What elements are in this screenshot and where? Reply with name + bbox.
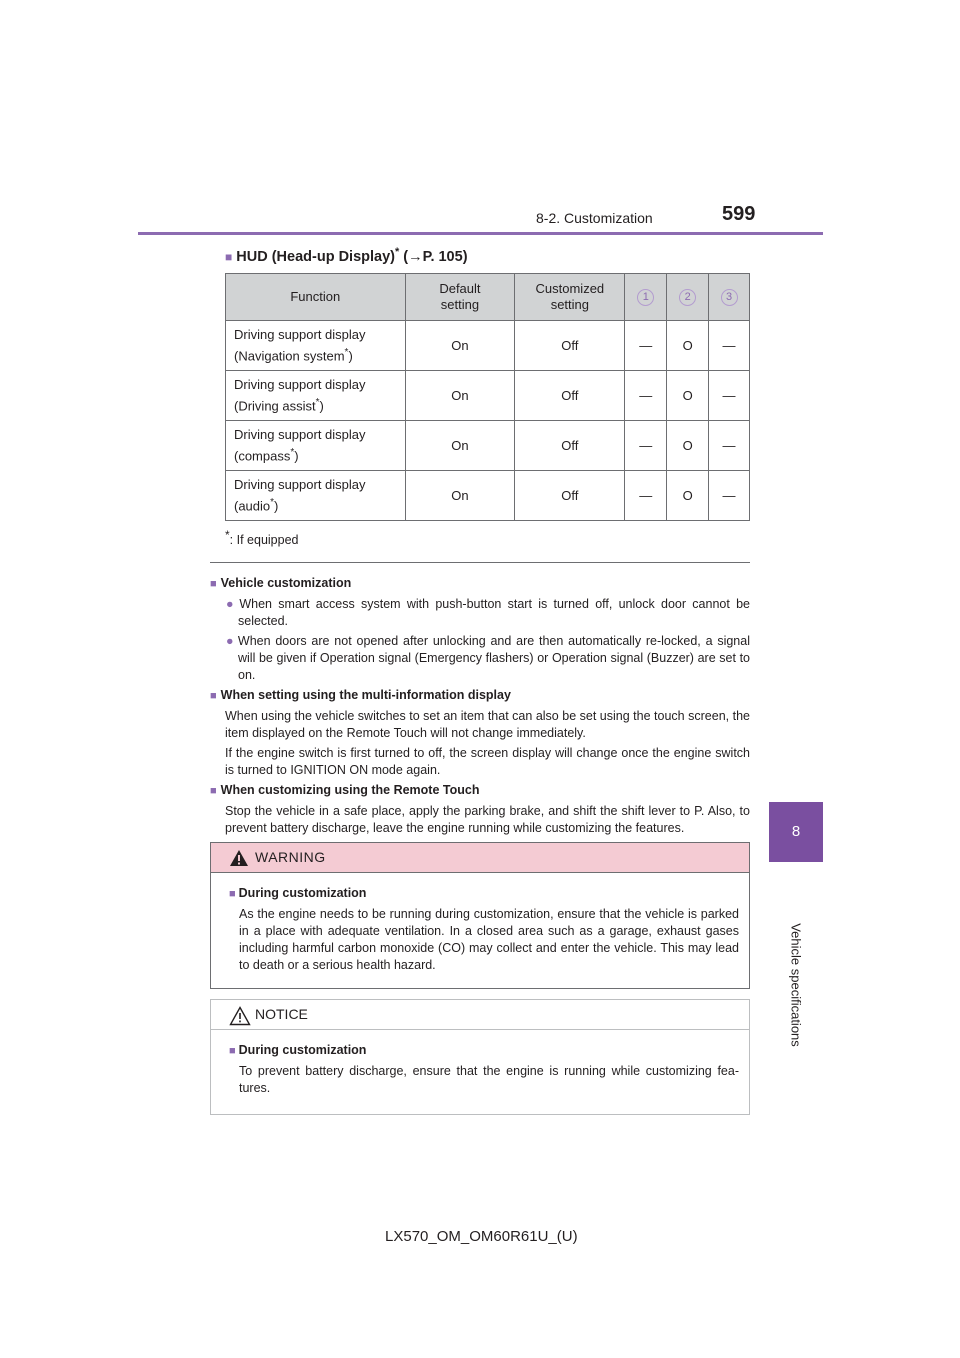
square-bullet-icon: ■ (229, 888, 236, 900)
notice-title: NOTICE (255, 1006, 308, 1022)
default-cell: On (405, 471, 515, 521)
table-row (226, 471, 750, 521)
default-cell: On (405, 371, 515, 421)
circle-bullet-icon: ● (226, 634, 235, 648)
note-bullet: ● When smart access system with push-button start is turned off, unlock door cannot be selected. (226, 597, 750, 628)
warning-box (210, 842, 750, 989)
table-row (226, 321, 750, 371)
chapter-tab: 8 (769, 802, 823, 862)
method-1-cell: — (625, 421, 667, 471)
col-method-1 (625, 274, 667, 321)
notice-text: To prevent battery discharge, ensure that the engine is running while customizing fea-tures. (239, 1064, 739, 1095)
circled-1-icon: 1 (637, 289, 654, 306)
section-divider (210, 562, 750, 563)
warning-icon (229, 849, 249, 867)
method-2-cell: O (667, 321, 709, 371)
function-cell: Driving support display (audio*) (226, 471, 406, 521)
chapter-label: Vehicle specifications (788, 923, 804, 1047)
square-bullet-icon: ■ (229, 1045, 236, 1057)
method-3-cell: — (709, 371, 750, 421)
col-function: Function (226, 274, 406, 321)
custom-cell: Off (515, 471, 625, 521)
note-bullet: ● When doors are not opened after unlocking and are then automatically re-locked, a signal will be given if Operation signal (Emergency flashers) or Operation signal (Buzzer) are set to on. (226, 634, 750, 682)
note-heading: ■ When setting using the multi-information display (210, 688, 511, 702)
col-method-2 (667, 274, 709, 321)
note-heading: ■ When customizing using the Remote Touch (210, 783, 480, 797)
square-bullet-icon: ■ (210, 785, 217, 797)
note-paragraph: If the engine switch is first turned to off, the screen display will change once the engine switch is turned to IGNITION ON mode again. (225, 746, 750, 777)
col-method-3 (709, 274, 750, 321)
hud-title: HUD (Head-up Display) (236, 248, 395, 265)
custom-cell: Off (515, 371, 625, 421)
function-cell: Driving support display (Navigation system*) (226, 321, 406, 371)
warning-title: WARNING (255, 849, 326, 865)
square-bullet-icon: ■ (210, 690, 217, 702)
notice-header (211, 1000, 749, 1030)
hud-heading (225, 246, 468, 265)
asterisk-mark: * (395, 246, 400, 258)
col-default: Default setting (405, 274, 515, 321)
warning-header (211, 843, 749, 873)
table-row (226, 421, 750, 471)
method-2-cell: O (667, 471, 709, 521)
custom-cell: Off (515, 321, 625, 371)
note-heading: ■ Vehicle customization (210, 576, 352, 590)
method-2-cell: O (667, 421, 709, 471)
caution-icon (229, 1006, 251, 1026)
note-paragraph: Stop the vehicle in a safe place, apply the parking brake, and shift the shift lever to P. Also, to prevent battery discharge, leave the engine running while customizing the features. (225, 804, 750, 835)
method-3-cell: — (709, 321, 750, 371)
function-cell: Driving support display (Driving assist*) (226, 371, 406, 421)
square-bullet-icon: ■ (210, 578, 217, 590)
page-number: 599 (722, 203, 756, 225)
circled-3-icon: 3 (721, 289, 738, 306)
notes-section (210, 572, 750, 837)
square-bullet-icon: ■ (225, 249, 233, 264)
method-3-cell: — (709, 471, 750, 521)
custom-cell: Off (515, 421, 625, 471)
notice-box (210, 999, 750, 1115)
method-2-cell: O (667, 371, 709, 421)
header-rule (138, 232, 823, 235)
section-title: 8-2. Customization (536, 210, 653, 226)
note-paragraph: When using the vehicle switches to set an item that can also be set using the touch screen, the item displayed on the Remote Touch will not change immediately. (225, 709, 750, 740)
method-3-cell: — (709, 421, 750, 471)
warning-heading: ■ During customization (229, 886, 367, 900)
notice-heading: ■ During customization (229, 1043, 367, 1057)
warning-text: As the engine needs to be running during customization, ensure that the vehicle is parked in a place with adequate ventilation. In a closed area such as a garage, exhaust gases including harmful carbon monoxide (CO) may collect and enter the vehicle. This may lead to death or a serious health hazard. (239, 907, 739, 972)
default-cell: On (405, 421, 515, 471)
circled-2-icon: 2 (679, 289, 696, 306)
table-row (226, 371, 750, 421)
method-1-cell: — (625, 471, 667, 521)
method-1-cell: — (625, 371, 667, 421)
table-header-row (226, 274, 750, 321)
hud-page-ref[interactable]: (→P. 105) (399, 248, 468, 265)
table-footnote: *: If equipped (225, 528, 299, 548)
method-1-cell: — (625, 321, 667, 371)
document-id: LX570_OM_OM60R61U_(U) (385, 1228, 578, 1245)
default-cell: On (405, 321, 515, 371)
col-customized: Customized setting (515, 274, 625, 321)
circle-bullet-icon: ● (226, 597, 237, 611)
function-cell: Driving support display (compass*) (226, 421, 406, 471)
hud-settings-table (225, 273, 750, 521)
